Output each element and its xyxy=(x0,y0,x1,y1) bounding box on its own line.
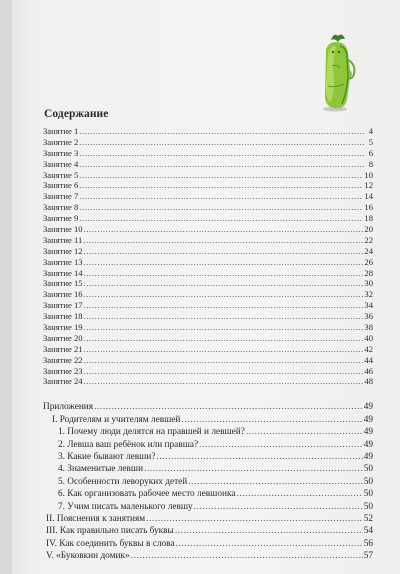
dot-leader xyxy=(194,501,363,513)
toc-entry[interactable] xyxy=(43,278,373,289)
toc-entry-page: 50 xyxy=(363,476,373,487)
toc-entry-page: 49 xyxy=(363,439,373,450)
toc-entry-label: III. Как правильно писать буквы xyxy=(46,526,174,537)
dot-leader xyxy=(199,439,363,451)
toc-entry-page: 12 xyxy=(364,180,373,191)
toc-entry-label: Занятие 5 xyxy=(43,169,79,180)
toc-entry[interactable] xyxy=(43,126,373,137)
dot-leader xyxy=(84,322,364,333)
dot-leader xyxy=(79,180,363,191)
appendix-list xyxy=(43,414,373,563)
toc-entry-page: 49 xyxy=(363,427,373,438)
toc-entry-page: 24 xyxy=(364,245,373,256)
dot-leader xyxy=(79,191,363,202)
toc-entry-label: Занятие 24 xyxy=(43,376,83,387)
toc-entry[interactable] xyxy=(43,137,373,148)
book-page xyxy=(12,0,400,574)
toc-entry[interactable] xyxy=(43,451,373,463)
dot-leader xyxy=(83,235,363,246)
toc-entry-page: 28 xyxy=(364,267,373,278)
table-of-contents-heading: Содержание xyxy=(44,108,109,120)
toc-entry[interactable] xyxy=(43,311,373,322)
toc-entry[interactable] xyxy=(43,525,373,537)
dot-leader xyxy=(131,550,363,562)
lessons-list xyxy=(43,126,373,387)
dot-leader xyxy=(84,300,364,311)
toc-entry-label: Занятие 13 xyxy=(43,256,83,267)
dot-leader xyxy=(84,257,364,268)
dot-leader xyxy=(84,268,364,279)
dot-leader xyxy=(84,289,364,300)
dot-leader xyxy=(146,513,363,525)
toc-entry-page: 52 xyxy=(363,513,373,524)
toc-entry[interactable] xyxy=(43,333,373,344)
dot-leader xyxy=(94,401,363,413)
toc-entry-page: 5 xyxy=(368,136,373,147)
toc-entry-label: Занятие 17 xyxy=(43,300,83,311)
toc-entry-page: 14 xyxy=(364,191,373,202)
toc-entry-page: 56 xyxy=(363,538,373,549)
toc-entry-page: 4 xyxy=(368,126,373,136)
toc-entry[interactable] xyxy=(43,366,373,377)
dot-leader xyxy=(79,159,364,170)
dot-leader xyxy=(79,126,364,137)
toc-entry-page: 40 xyxy=(364,332,373,343)
dot-leader xyxy=(84,224,364,235)
dot-leader xyxy=(84,333,364,344)
toc-entry-page: 48 xyxy=(364,376,373,387)
dot-leader xyxy=(181,414,362,426)
toc-entry-page: 16 xyxy=(364,202,373,213)
toc-entry-page: 22 xyxy=(364,234,373,245)
toc-entry-label: I. Родителям и учителям левшей xyxy=(52,414,181,425)
dot-leader xyxy=(84,366,364,377)
toc-entry-label: Занятие 19 xyxy=(43,322,83,333)
toc-entry[interactable] xyxy=(43,488,373,500)
dot-leader xyxy=(79,148,364,159)
dot-leader xyxy=(144,463,363,475)
toc-entry-page: 26 xyxy=(364,256,373,267)
dot-leader xyxy=(79,202,363,213)
toc-entry-label: Занятие 10 xyxy=(43,224,83,235)
toc-entry[interactable] xyxy=(43,322,373,333)
toc-entry-label: 7. Учим писать маленького левшу xyxy=(58,501,193,512)
toc-entry[interactable] xyxy=(43,550,373,562)
toc-entry-page: 30 xyxy=(364,278,373,289)
toc-entry-page: 10 xyxy=(364,169,373,180)
toc-entry[interactable] xyxy=(43,344,373,355)
toc-entry-page: 50 xyxy=(363,489,373,500)
toc-entry[interactable] xyxy=(43,376,373,387)
toc-entry-page: 34 xyxy=(364,300,373,311)
toc-entry-page: 57 xyxy=(363,551,373,562)
toc-entry-label: Занятие 1 xyxy=(43,126,79,136)
dot-leader xyxy=(84,355,364,366)
toc-entry[interactable] xyxy=(43,257,373,268)
toc-entry-label: Занятие 6 xyxy=(43,180,79,191)
dot-leader xyxy=(175,525,363,537)
toc-entry[interactable] xyxy=(43,202,373,213)
toc-entry-label: 5. Особенности леворуких детей xyxy=(58,476,188,487)
toc-entry-page: 49 xyxy=(363,402,373,413)
dot-leader xyxy=(84,246,364,257)
toc-entry-page: 49 xyxy=(363,451,373,462)
toc-entry-label: IV. Как соединить буквы в слова xyxy=(46,538,175,549)
table-of-contents xyxy=(43,126,373,562)
toc-entry-label: 1. Почему люди делятся на правшей и левшей? xyxy=(58,427,245,438)
toc-entry-page: 50 xyxy=(363,464,373,475)
toc-entry-label: Занятие 20 xyxy=(43,332,83,343)
toc-entry[interactable] xyxy=(43,170,373,181)
toc-entry-label: Занятие 21 xyxy=(43,343,83,354)
green-figurine-illustration xyxy=(314,30,362,112)
toc-entry[interactable] xyxy=(43,513,373,525)
toc-entry-page: 20 xyxy=(364,224,373,235)
toc-entry-label: Занятие 3 xyxy=(43,147,79,158)
toc-entry-page: 36 xyxy=(364,311,373,322)
toc-entry-label: Занятие 16 xyxy=(43,289,83,300)
toc-entry-label: Занятие 4 xyxy=(43,158,79,169)
dot-leader xyxy=(236,488,362,500)
toc-entry[interactable] xyxy=(43,463,373,475)
toc-entry-page: 18 xyxy=(364,213,373,224)
dot-leader xyxy=(84,344,364,355)
toc-entry-page: 54 xyxy=(363,526,373,537)
toc-entry[interactable] xyxy=(43,180,373,191)
toc-entry-page: 50 xyxy=(363,501,373,512)
toc-entry-label: 2. Левша ваш ребёнок или правша? xyxy=(58,439,199,450)
toc-entry-appendix[interactable] xyxy=(43,401,373,413)
toc-entry[interactable] xyxy=(43,148,373,159)
toc-entry-page: 42 xyxy=(364,343,373,354)
toc-entry[interactable] xyxy=(43,213,373,224)
toc-entry-label: 3. Какие бывают левши? xyxy=(58,451,156,462)
toc-entry-page: 32 xyxy=(364,289,373,300)
toc-entry-page: 46 xyxy=(364,365,373,376)
toc-entry-label: II. Пояснения к занятиям xyxy=(46,513,146,524)
toc-entry-page: 6 xyxy=(368,147,373,158)
toc-entry-label: V. «Буковкин домик» xyxy=(46,551,130,562)
toc-entry[interactable] xyxy=(43,414,373,426)
section-gap xyxy=(43,387,373,401)
toc-entry-label: Занятие 15 xyxy=(43,278,83,289)
dot-leader xyxy=(246,426,363,438)
toc-entry[interactable] xyxy=(43,289,373,300)
toc-entry[interactable] xyxy=(43,224,373,235)
toc-entry[interactable] xyxy=(43,355,373,366)
toc-entry-label: Занятие 8 xyxy=(43,202,79,213)
toc-entry-page: 44 xyxy=(364,354,373,365)
toc-entry-label: Занятие 23 xyxy=(43,365,83,376)
dot-leader xyxy=(79,213,363,224)
toc-entry[interactable] xyxy=(43,235,373,246)
toc-entry-label: Занятие 22 xyxy=(43,354,83,365)
dot-leader xyxy=(156,451,362,463)
dot-leader xyxy=(84,278,364,289)
toc-entry-label: Приложения xyxy=(43,402,94,413)
toc-entry[interactable] xyxy=(43,246,373,257)
toc-entry[interactable] xyxy=(43,538,373,550)
toc-entry[interactable] xyxy=(43,476,373,488)
dot-leader xyxy=(176,538,363,550)
dot-leader xyxy=(84,376,364,387)
toc-entry-label: Занятие 12 xyxy=(43,245,83,256)
toc-entry-label: Занятие 14 xyxy=(43,267,83,278)
toc-entry-label: Занятие 11 xyxy=(43,234,83,245)
dot-leader xyxy=(188,476,362,488)
toc-entry-page: 8 xyxy=(368,158,373,169)
dot-leader xyxy=(84,311,364,322)
toc-entry[interactable] xyxy=(43,159,373,170)
toc-entry[interactable] xyxy=(43,426,373,438)
toc-entry[interactable] xyxy=(43,439,373,451)
toc-entry-label: Занятие 2 xyxy=(43,136,79,147)
toc-entry-label: Занятие 7 xyxy=(43,191,79,202)
toc-entry-label: 6. Как организовать рабочее место левшонка xyxy=(58,489,236,500)
toc-entry-label: Занятие 9 xyxy=(43,213,79,224)
toc-entry-page: 49 xyxy=(363,414,373,425)
toc-entry-label: Занятие 18 xyxy=(43,311,83,322)
toc-entry-page: 38 xyxy=(364,322,373,333)
toc-entry[interactable] xyxy=(43,268,373,279)
toc-entry[interactable] xyxy=(43,191,373,202)
dot-leader xyxy=(79,137,364,148)
toc-entry[interactable] xyxy=(43,300,373,311)
toc-entry-label: 4. Знаменитые левши xyxy=(58,464,144,475)
toc-entry[interactable] xyxy=(43,501,373,513)
dot-leader xyxy=(79,170,363,181)
